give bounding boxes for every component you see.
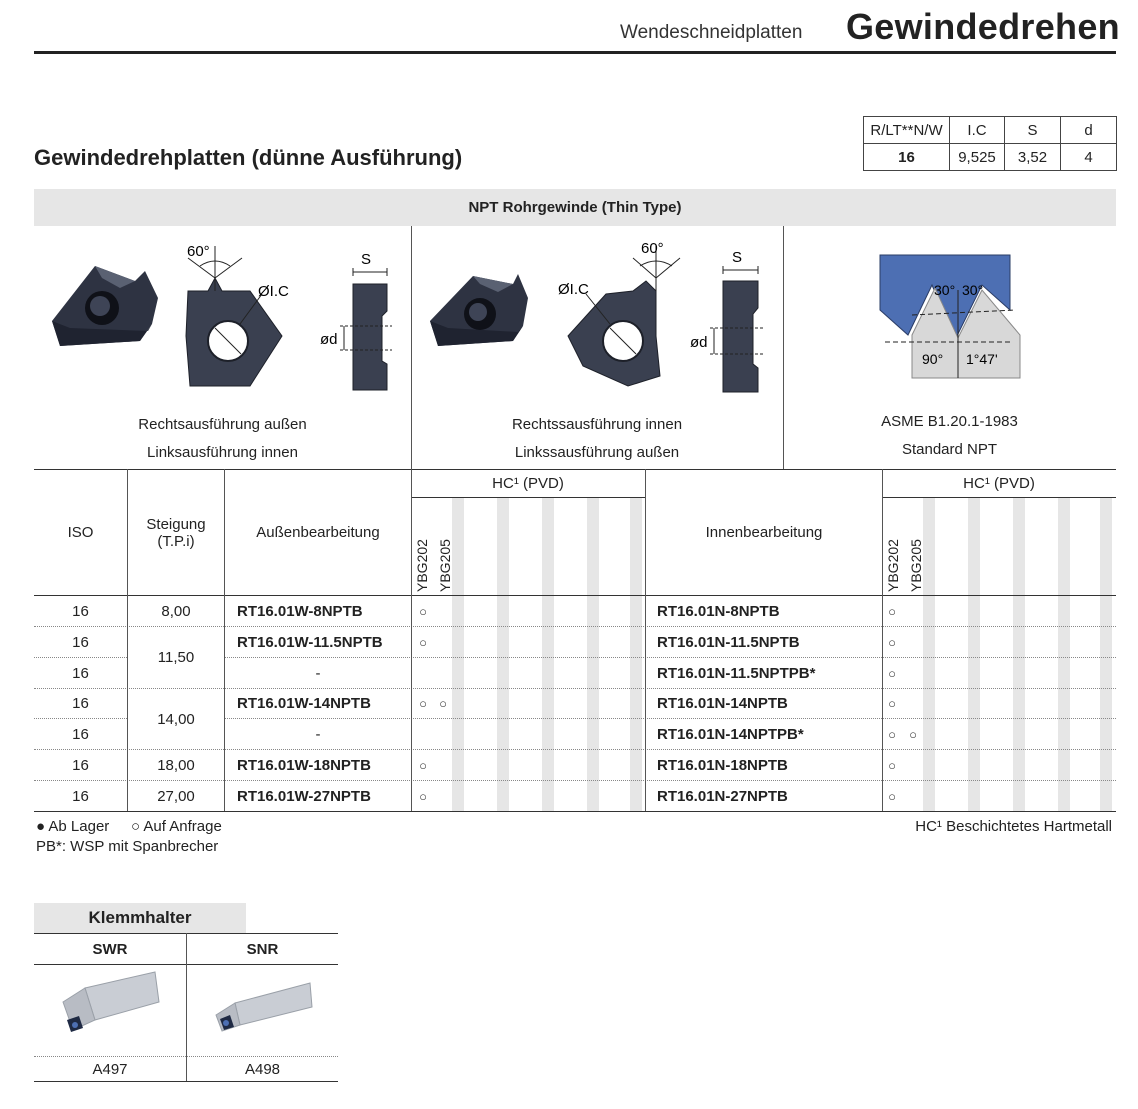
- inner-code: RT16.01N-14NPTPB*: [657, 725, 804, 743]
- pitch-cell: 14,00: [157, 710, 195, 728]
- header-rule: [34, 51, 1116, 54]
- grade-stripe: [1100, 498, 1112, 811]
- iso-cell: 16: [72, 725, 89, 743]
- col-header-inner: Innenbearbeitung: [705, 524, 823, 541]
- grade-stripe: [968, 498, 980, 811]
- legend-stock: ● Ab Lager: [36, 818, 110, 835]
- insert-top-view: [186, 246, 282, 386]
- availability-mark: ○: [888, 634, 896, 650]
- holder-page-ref[interactable]: A497: [92, 1061, 128, 1078]
- availability-mark: [903, 596, 923, 626]
- availability-mark: ○: [888, 603, 896, 619]
- pitch-cell: 27,00: [157, 787, 195, 805]
- spec-value: 3,52: [1005, 144, 1061, 171]
- outer-code: -: [315, 664, 321, 682]
- col-header-pitch: Steigung (T.P.i): [146, 515, 206, 550]
- availability-mark: [433, 750, 453, 780]
- availability-mark: [903, 750, 923, 780]
- availability-mark: [433, 658, 453, 688]
- iso-cell: 16: [72, 664, 89, 682]
- table-bottom-rule: [34, 811, 1116, 812]
- insert-side-view: [340, 268, 392, 390]
- outer-code: RT16.01W-18NPTB: [237, 756, 371, 774]
- col-header-iso: ISO: [67, 524, 94, 541]
- inner-code: RT16.01N-27NPTB: [657, 787, 788, 805]
- grade-stripe: [587, 498, 599, 811]
- holder-snr-image[interactable]: [210, 975, 320, 1045]
- inner-code: RT16.01N-8NPTB: [657, 602, 780, 620]
- grade-stripe: [630, 498, 642, 811]
- panel-caption: Linkssausführung außen: [514, 444, 680, 461]
- angle-label: 30°: [962, 282, 984, 298]
- spec-header: S: [1005, 117, 1061, 144]
- grade-stripe: [542, 498, 554, 811]
- holder-section-title: Klemmhalter: [34, 903, 246, 933]
- s-label: S: [361, 251, 372, 268]
- s-label: S: [732, 249, 743, 266]
- iso-cell: 16: [72, 633, 89, 651]
- spec-header: d: [1061, 117, 1117, 144]
- spec-header: R/LT**N/W: [864, 117, 950, 144]
- insert-side-view: [710, 266, 763, 392]
- spec-header: I.C: [950, 117, 1005, 144]
- section-title: Gewindedrehplatten (dünne Ausführung): [34, 145, 463, 170]
- panel-divider: [783, 226, 784, 470]
- availability-mark: [413, 658, 433, 688]
- availability-mark: ○: [888, 788, 896, 804]
- holder-page-ref[interactable]: A498: [244, 1061, 281, 1078]
- availability-mark: [433, 719, 453, 749]
- availability-mark: ○: [419, 634, 427, 650]
- availability-mark: ○: [888, 726, 896, 742]
- availability-mark: [433, 781, 453, 811]
- holder-name[interactable]: SWR: [92, 941, 128, 958]
- outer-code: -: [315, 725, 321, 743]
- insert-drawing-internal: [418, 236, 783, 396]
- ic-label: ØI.C: [258, 283, 289, 300]
- grade-stripe: [497, 498, 509, 811]
- panel-caption: Rechtssausführung innen: [511, 416, 683, 433]
- angle-label: 90°: [922, 351, 944, 367]
- holder-name[interactable]: SNR: [246, 941, 279, 958]
- grade-stripe: [452, 498, 464, 811]
- grade-stripe: [923, 498, 935, 811]
- availability-mark: ○: [888, 757, 896, 773]
- pitch-cell: 18,00: [157, 756, 195, 774]
- availability-mark: [433, 596, 453, 626]
- availability-mark: [433, 627, 453, 657]
- outer-code: RT16.01W-27NPTB: [237, 787, 371, 805]
- d-label: ød: [320, 331, 338, 348]
- angle-label: 60°: [187, 243, 210, 260]
- inner-code: RT16.01N-14NPTB: [657, 695, 788, 712]
- hc-label-outer: HC¹ (PVD): [492, 475, 564, 492]
- angle-label: 30°: [934, 282, 956, 298]
- holder-swr-image[interactable]: [55, 968, 165, 1048]
- banner: NPT Rohrgewinde (Thin Type): [34, 189, 1116, 226]
- col-divider: [411, 469, 412, 811]
- ic-label: ØI.C: [558, 281, 589, 298]
- angle-label: 60°: [641, 240, 664, 257]
- iso-cell: 16: [72, 756, 89, 774]
- inner-code: RT16.01N-11.5NPTB: [657, 633, 800, 651]
- legend-request: ○ Auf Anfrage: [131, 818, 222, 835]
- panel-caption: Linksausführung innen: [147, 444, 298, 461]
- grade-header: YBG202: [885, 539, 901, 592]
- spec-table: [863, 116, 1117, 171]
- pitch-cell: 11,50: [157, 649, 195, 666]
- availability-mark: [903, 689, 923, 718]
- panel-caption: Standard NPT: [901, 441, 998, 458]
- availability-mark: [903, 627, 923, 657]
- legend-pb: PB*: WSP mit Spanbrecher: [36, 838, 219, 855]
- holder-rule: [34, 1081, 338, 1082]
- hc-rule: [411, 497, 645, 498]
- spec-value: 4: [1061, 144, 1117, 171]
- inner-code: RT16.01N-18NPTB: [657, 756, 788, 774]
- col-header-outer: Außenbearbeitung: [256, 524, 380, 541]
- availability-mark: [413, 719, 433, 749]
- availability-mark: ○: [419, 696, 427, 711]
- header-title: Gewindedrehen: [846, 6, 1120, 47]
- legend-hc: HC¹ Beschichtetes Hartmetall: [915, 818, 1112, 835]
- spec-value: 16: [864, 144, 950, 171]
- insert-drawing-external: [40, 236, 410, 396]
- outer-code: RT16.01W-8NPTB: [237, 602, 363, 620]
- iso-cell: 16: [72, 695, 89, 712]
- d-label: ød: [690, 334, 708, 351]
- inner-code: RT16.01N-11.5NPTPB*: [657, 664, 816, 682]
- availability-mark: ○: [419, 788, 427, 804]
- availability-mark: ○: [909, 726, 917, 742]
- availability-mark: ○: [419, 757, 427, 773]
- pitch-cell: 8,00: [161, 602, 191, 620]
- iso-cell: 16: [72, 602, 89, 620]
- availability-mark: ○: [419, 603, 427, 619]
- insert-3d-icon: [430, 274, 528, 346]
- thread-profile-diagram: [870, 250, 1030, 385]
- panel-divider: [411, 226, 412, 470]
- insert-3d-icon: [52, 266, 158, 346]
- panel-caption: ASME B1.20.1-1983: [881, 413, 1018, 430]
- hc-rule: [882, 497, 1116, 498]
- availability-mark: ○: [888, 665, 896, 681]
- hc-label-inner: HC¹ (PVD): [963, 475, 1035, 492]
- insert-top-view: [568, 246, 680, 386]
- angle-label: 1°47': [966, 351, 998, 367]
- availability-mark: [903, 658, 923, 688]
- availability-mark: ○: [888, 696, 896, 711]
- grade-header: YBG202: [414, 539, 430, 592]
- header-subtitle: Wendeschneidplatten: [620, 22, 803, 43]
- availability-mark: ○: [439, 696, 447, 711]
- panel-caption: Rechtsausführung außen: [138, 416, 307, 433]
- outer-code: RT16.01W-11.5NPTB: [237, 633, 383, 651]
- spec-value: 9,525: [950, 144, 1005, 171]
- grade-stripe: [1013, 498, 1025, 811]
- availability-mark: [903, 781, 923, 811]
- grade-stripe: [1058, 498, 1070, 811]
- grade-header: YBG205: [437, 539, 453, 592]
- grade-header: YBG205: [908, 539, 924, 592]
- outer-code: RT16.01W-14NPTB: [237, 695, 371, 712]
- iso-cell: 16: [72, 787, 89, 805]
